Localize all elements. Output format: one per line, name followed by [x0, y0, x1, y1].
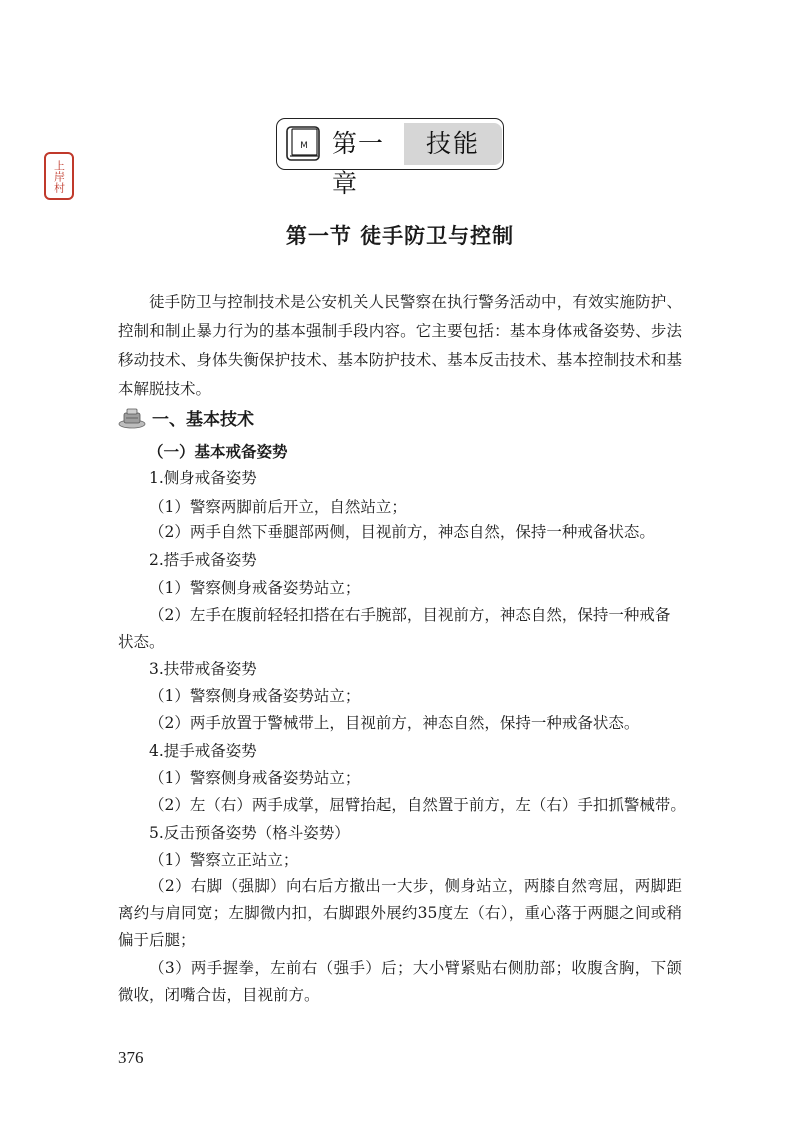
svg-text:M: M — [300, 141, 308, 151]
heading-basic-techniques — [118, 405, 254, 430]
subheading-stance: （一）基本戒备姿势 — [148, 443, 288, 461]
item-title: 3.扶带戒备姿势 — [149, 660, 257, 678]
chapter-name: 技能 — [404, 123, 502, 165]
page-number: 376 — [118, 1048, 144, 1067]
item-title: 1.侧身戒备姿势 — [149, 469, 257, 487]
item-step: （1）警察两脚前后开立，自然站立； — [149, 498, 407, 516]
intro-paragraph: 徒手防卫与控制技术是公安机关人民警察在执行警务活动中，有效实施防护、控制和制止暴力行为的基本强制手段内容。它主要包括：基本身体戒备姿势、步法移动技术、身体失衡保护技术、基本防护技术、基本反击技术、基本控制技术和基本解脱技术。 — [118, 293, 682, 398]
section-title: 第一节 徒手防卫与控制 — [285, 224, 515, 248]
item-step: （1）警察侧身戒备姿势站立； — [149, 687, 361, 705]
chapter-banner — [276, 118, 504, 198]
item-step: （2）左（右）两手成掌，屈臂抬起，自然置于前方，左（右）手扣抓警械带。 — [149, 796, 686, 814]
item-step: （2）两手自然下垂腿部两侧，目视前方，神态自然，保持一种戒备状态。 — [149, 523, 655, 541]
side-seal-logo — [44, 152, 74, 200]
item-step: （2）右脚（强脚）向右后方撤出一大步，侧身站立，两膝自然弯屈，两脚距离约与肩同宽；左脚微内扣，右脚跟外展约35度左（右），重心落于两腿之间或稍偏于后腿； — [118, 877, 682, 949]
seal-text: 上岸村 — [52, 159, 66, 193]
book-icon — [284, 124, 324, 164]
item-step: （1）警察立正站立； — [149, 851, 299, 869]
item-title: 2.搭手戒备姿势 — [149, 551, 257, 569]
item-step: （1）警察侧身戒备姿势站立； — [149, 579, 361, 597]
typewriter-icon — [118, 407, 148, 429]
chapter-number-label: 第一章 — [332, 124, 404, 164]
item-step: （2）两手放置于警械带上，目视前方，神态自然，保持一种戒备状态。 — [149, 714, 640, 732]
item-step: （2）左手在腹前轻轻扣搭在右手腕部，目视前方，神态自然，保持一种戒备 — [149, 606, 671, 624]
item-step: （3）两手握拳，左前右（强手）后；大小臂紧贴右侧肋部；收腹含胸，下颌微收，闭嘴合齿，目视前方。 — [118, 959, 682, 1004]
item-title: 4.提手戒备姿势 — [149, 742, 257, 760]
item-step: （1）警察侧身戒备姿势站立； — [149, 769, 361, 787]
heading1-text: 一、基本技术 — [152, 410, 254, 430]
item-title: 5.反击预备姿势（格斗姿势） — [149, 824, 350, 842]
item-step-continued: 状态。 — [118, 633, 165, 651]
